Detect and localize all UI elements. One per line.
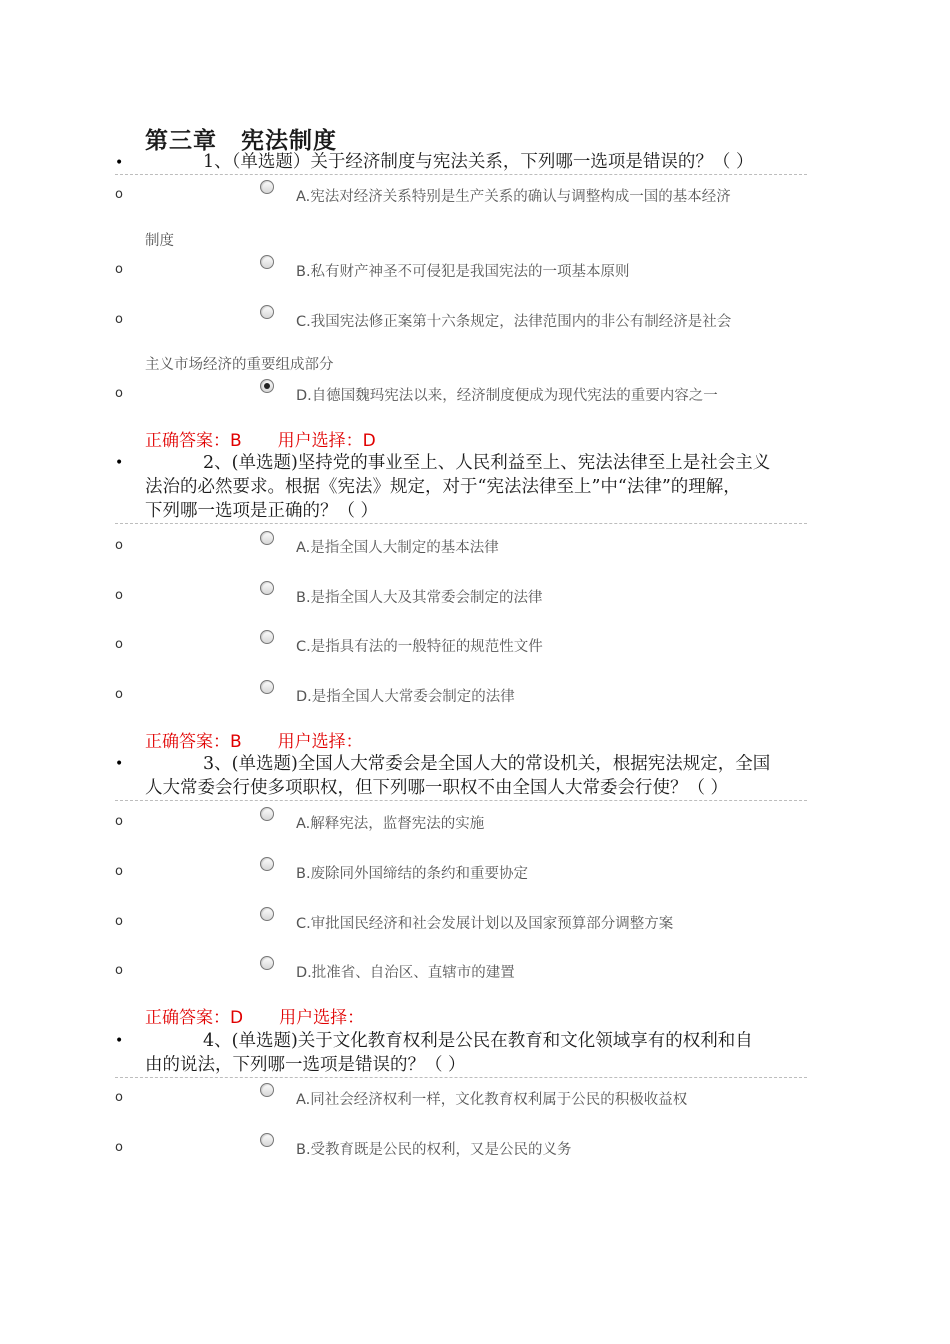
question-bullet: • bbox=[115, 455, 124, 471]
user-choice: 用户选择： bbox=[277, 732, 363, 752]
option-marker: o bbox=[115, 588, 123, 603]
option-c-label: C.是指具有法的一般特征的规范性文件 bbox=[296, 639, 543, 655]
question-line: 4、(单选题)关于文化教育权利是公民在教育和文化领域享有的权利和自 bbox=[203, 1031, 753, 1051]
chapter-title: 第三章 宪法制度 bbox=[145, 127, 337, 154]
option-marker: o bbox=[115, 687, 123, 702]
option-b-label: B.是指全国人大及其常委会制定的法律 bbox=[296, 590, 543, 606]
option-d-radio[interactable] bbox=[260, 956, 274, 970]
option-marker: o bbox=[115, 637, 123, 652]
option-b-radio[interactable] bbox=[260, 255, 274, 269]
question-2-text bbox=[145, 451, 810, 523]
option-d-radio[interactable] bbox=[260, 680, 274, 694]
question-line: 3、(单选题)全国人大常委会是全国人大的常设机关，根据宪法规定，全国 bbox=[203, 754, 771, 774]
question-line: 2、(单选题)坚持党的事业至上、人民利益至上、宪法法律至上是社会主义 bbox=[203, 453, 771, 473]
option-a-radio[interactable] bbox=[260, 531, 274, 545]
option-b-label: B.废除同外国缔结的条约和重要协定 bbox=[296, 866, 529, 882]
option-c-label: C.我国宪法修正案第十六条规定，法律范围内的非公有制经济是社会 bbox=[296, 314, 732, 330]
question-3-text bbox=[145, 752, 810, 800]
user-choice: 用户选择：D bbox=[277, 431, 376, 451]
question-4-text bbox=[145, 1029, 810, 1077]
option-marker: o bbox=[115, 538, 123, 553]
divider bbox=[115, 800, 807, 801]
option-b-label: B.私有财产神圣不可侵犯是我国宪法的一项基本原则 bbox=[296, 264, 630, 280]
option-c-radio[interactable] bbox=[260, 630, 274, 644]
option-c-radio[interactable] bbox=[260, 305, 274, 319]
question-bullet: • bbox=[115, 1033, 124, 1049]
option-a-radio[interactable] bbox=[260, 180, 274, 194]
option-c-radio[interactable] bbox=[260, 907, 274, 921]
question-line: 1、（单选题）关于经济制度与宪法关系，下列哪一选项是错误的？（ ） bbox=[203, 152, 754, 172]
option-marker: o bbox=[115, 814, 123, 829]
option-c-label: C.审批国民经济和社会发展计划以及国家预算部分调整方案 bbox=[296, 916, 674, 932]
question-line: 法治的必然要求。根据《宪法》规定，对于“宪法法律至上”中“法律”的理解， bbox=[145, 477, 741, 497]
option-marker: o bbox=[115, 1090, 123, 1105]
option-a-radio[interactable] bbox=[260, 1083, 274, 1097]
answer-line bbox=[145, 727, 363, 752]
divider bbox=[115, 174, 807, 175]
option-b-radio[interactable] bbox=[260, 581, 274, 595]
option-a-label: A.同社会经济权利一样，文化教育权利属于公民的积极收益权 bbox=[296, 1092, 688, 1108]
option-marker: o bbox=[115, 262, 123, 277]
option-b-radio[interactable] bbox=[260, 857, 274, 871]
correct-answer: 正确答案：B bbox=[145, 431, 242, 451]
user-choice: 用户选择： bbox=[279, 1008, 365, 1028]
question-bullet: • bbox=[115, 756, 124, 772]
option-marker: o bbox=[115, 187, 123, 202]
option-d-radio-selected[interactable] bbox=[260, 379, 274, 393]
option-d-label: D.自德国魏玛宪法以来，经济制度便成为现代宪法的重要内容之一 bbox=[296, 388, 718, 404]
option-marker: o bbox=[115, 914, 123, 929]
answer-line bbox=[145, 426, 376, 451]
answer-line bbox=[145, 1003, 364, 1028]
radio-selected-dot bbox=[264, 383, 270, 389]
question-line: 人大常委会行使多项职权，但下列哪一职权不由全国人大常委会行使？（ ） bbox=[145, 778, 729, 798]
question-bullet: • bbox=[115, 155, 124, 171]
option-c-label-continued: 主义市场经济的重要组成部分 bbox=[145, 357, 334, 373]
option-d-label: D.批准省、自治区、直辖市的建置 bbox=[296, 965, 515, 981]
option-a-label: A.宪法对经济关系特别是生产关系的确认与调整构成一国的基本经济 bbox=[296, 189, 731, 205]
option-a-label: A.是指全国人大制定的基本法律 bbox=[296, 540, 499, 556]
option-marker: o bbox=[115, 1140, 123, 1155]
option-a-label-continued: 制度 bbox=[145, 233, 174, 249]
correct-answer: 正确答案：D bbox=[145, 1008, 244, 1028]
option-a-radio[interactable] bbox=[260, 807, 274, 821]
divider bbox=[115, 523, 807, 524]
question-line: 下列哪一选项是正确的？（ ） bbox=[145, 501, 379, 521]
option-b-label: B.受教育既是公民的权利，又是公民的义务 bbox=[296, 1142, 572, 1158]
option-d-label: D.是指全国人大常委会制定的法律 bbox=[296, 689, 515, 705]
option-marker: o bbox=[115, 312, 123, 327]
option-marker: o bbox=[115, 963, 123, 978]
question-1-text bbox=[145, 150, 810, 174]
correct-answer: 正确答案：B bbox=[145, 732, 242, 752]
question-line: 由的说法，下列哪一选项是错误的？（ ） bbox=[145, 1055, 466, 1075]
option-a-label: A.解释宪法，监督宪法的实施 bbox=[296, 816, 485, 832]
divider bbox=[115, 1077, 807, 1078]
option-marker: o bbox=[115, 864, 123, 879]
option-marker: o bbox=[115, 386, 123, 401]
option-b-radio[interactable] bbox=[260, 1133, 274, 1147]
